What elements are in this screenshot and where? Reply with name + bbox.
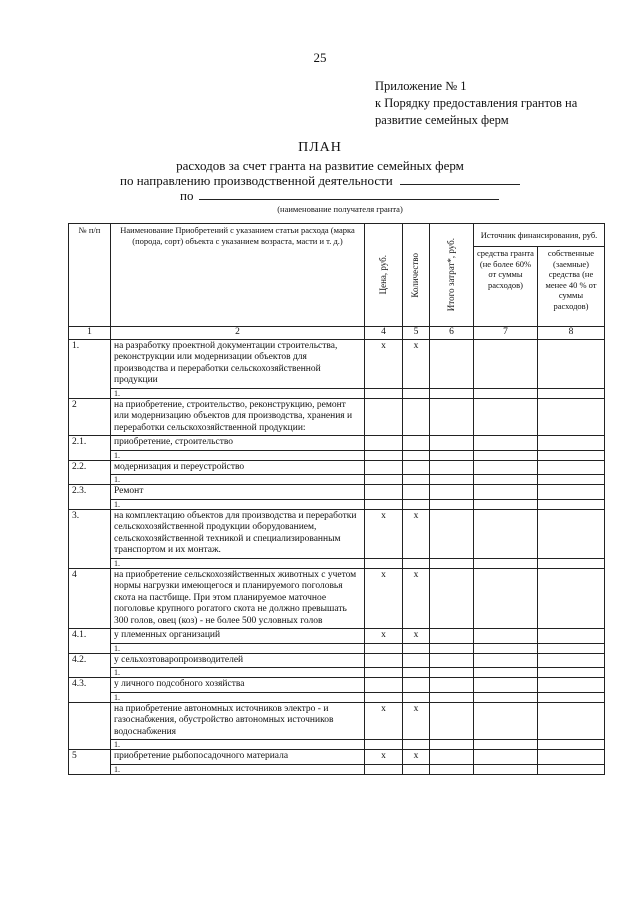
header-price: Цена, руб. [365, 224, 403, 327]
row-qty: х [403, 702, 430, 740]
subrow-cell [403, 643, 430, 653]
row-name: на комплектацию объектов для производства и переработки сельскохозяйственной продукции оборудованием, сельскохозяйственной техникой и специализированным транспортом и их монтаж. [111, 509, 365, 558]
subrow-cell [474, 475, 538, 485]
appendix-line1: Приложение № 1 [375, 79, 467, 93]
row-num: 1. [69, 339, 111, 398]
table-row [69, 653, 605, 668]
subrow-cell [430, 692, 474, 702]
subrow-cell [430, 643, 474, 653]
table-row [69, 750, 605, 765]
col-number: 1 [69, 327, 111, 340]
row-own [538, 509, 605, 558]
subrow-label: 1. [111, 692, 365, 702]
row-own [538, 568, 605, 629]
row-total [430, 702, 474, 740]
subrow-cell [403, 475, 430, 485]
subrow-cell [538, 643, 605, 653]
table-body [69, 339, 605, 774]
header-qty: Количество [403, 224, 430, 327]
appendix-line2: к Порядку предоставления грантов на [375, 96, 578, 110]
table-subrow [69, 692, 605, 702]
row-qty: х [403, 629, 430, 644]
table-subrow [69, 499, 605, 509]
subrow-cell [365, 558, 403, 568]
row-own [538, 678, 605, 693]
row-price [365, 398, 403, 436]
col-number: 6 [430, 327, 474, 340]
row-total [430, 436, 474, 451]
row-grant [474, 436, 538, 451]
subrow-cell [538, 450, 605, 460]
table-subrow [69, 668, 605, 678]
row-price: х [365, 629, 403, 644]
row-total [430, 485, 474, 500]
table-subrow [69, 475, 605, 485]
header-own: собственные (заемные) средства (не менее 40 % от суммы расходов) [538, 247, 605, 327]
subrow-cell [430, 764, 474, 774]
recipient-blank [199, 188, 499, 200]
subrow-cell [403, 558, 430, 568]
table-row [69, 509, 605, 558]
row-own [538, 485, 605, 500]
row-qty: х [403, 509, 430, 558]
row-total [430, 509, 474, 558]
subrow-cell [474, 692, 538, 702]
direction-line [0, 173, 640, 189]
subrow-cell [365, 388, 403, 398]
subrow-cell [430, 558, 474, 568]
appendix-line3: развитие семейных ферм [375, 113, 509, 127]
subrow-cell [365, 668, 403, 678]
table-subrow [69, 764, 605, 774]
direction-label: по направлению производственной деятельности [119, 173, 393, 188]
header-total: Итого затрат*, руб. [430, 224, 474, 327]
header-grant: средства гранта (не более 60% от суммы расходов) [474, 247, 538, 327]
row-own [538, 750, 605, 765]
row-own [538, 629, 605, 644]
document-title: ПЛАН [298, 140, 342, 155]
subrow-cell [365, 499, 403, 509]
subrow-cell [474, 499, 538, 509]
row-price: х [365, 509, 403, 558]
row-total [430, 750, 474, 765]
table-subrow [69, 643, 605, 653]
row-name: на приобретение, строительство, реконструкцию, ремонт или модернизацию объектов для производства, хранения и переработки сельскохозяйственной продукции: [111, 398, 365, 436]
table-row [69, 436, 605, 451]
col-number: 5 [403, 327, 430, 340]
row-price: х [365, 702, 403, 740]
table-row [69, 568, 605, 629]
row-qty: х [403, 568, 430, 629]
subrow-cell [474, 643, 538, 653]
recipient-line [180, 188, 499, 204]
subrow-cell [403, 668, 430, 678]
col-number: 8 [538, 327, 605, 340]
subrow-cell [474, 668, 538, 678]
row-qty [403, 398, 430, 436]
row-grant [474, 653, 538, 668]
row-grant [474, 750, 538, 765]
subrow-cell [403, 499, 430, 509]
subrow-cell [538, 740, 605, 750]
row-qty: х [403, 750, 430, 765]
row-num: 2.2. [69, 460, 111, 485]
recipient-hint: (наименование получателя гранта) [277, 204, 403, 214]
row-qty [403, 460, 430, 475]
col-number: 2 [111, 327, 365, 340]
row-own [538, 339, 605, 388]
table-row [69, 702, 605, 740]
subrow-cell [403, 388, 430, 398]
recipient-label: по [180, 188, 194, 203]
row-num [69, 702, 111, 750]
row-name: приобретение рыбопосадочного материала [111, 750, 365, 765]
subrow-cell [430, 450, 474, 460]
column-number-row [69, 327, 605, 340]
subrow-cell [430, 740, 474, 750]
col-number: 7 [474, 327, 538, 340]
row-name: у личного подсобного хозяйства [111, 678, 365, 693]
table-row [69, 339, 605, 388]
table-row [69, 398, 605, 436]
row-qty [403, 485, 430, 500]
row-name: на разработку проектной документации строительства, реконструкции или модернизации объектов для производства и переработки сельскохозяйственной продукции [111, 339, 365, 388]
subrow-cell [474, 558, 538, 568]
subrow-cell [474, 388, 538, 398]
row-name: на приобретение сельскохозяйственных животных с учетом нормы нагрузки имеющегося и планируемого поголовья скота на пастбище. При этом планируемое маточное поголовье крупного рогатого скота не должно превышать 300 голов, овец (коз) - не более 500 условных голов [111, 568, 365, 629]
table-subrow [69, 450, 605, 460]
document-subtitle: расходов за счет гранта на развитие семейных ферм [176, 158, 464, 173]
subrow-label: 1. [111, 499, 365, 509]
appendix-block [375, 78, 577, 129]
row-name: у сельхозтоваропроизводителей [111, 653, 365, 668]
subrow-cell [365, 764, 403, 774]
subrow-label: 1. [111, 764, 365, 774]
page-number: 25 [313, 50, 327, 65]
table-row [69, 629, 605, 644]
subrow-cell [365, 740, 403, 750]
row-grant [474, 398, 538, 436]
header-name: Наименование Приобретений с указанием статьи расхода (марка (порода, сорт) объекта с указанием возраста, масти и т. д.) [111, 224, 365, 327]
row-grant [474, 509, 538, 558]
row-qty [403, 436, 430, 451]
col-number: 4 [365, 327, 403, 340]
subrow-label: 1. [111, 475, 365, 485]
subrow-cell [538, 558, 605, 568]
row-qty [403, 653, 430, 668]
subrow-cell [538, 388, 605, 398]
row-own [538, 460, 605, 475]
subrow-label: 1. [111, 740, 365, 750]
row-own [538, 398, 605, 436]
row-qty: х [403, 339, 430, 388]
row-total [430, 398, 474, 436]
table-row [69, 460, 605, 475]
subrow-cell [538, 692, 605, 702]
row-total [430, 460, 474, 475]
table-subrow [69, 388, 605, 398]
subrow-cell [365, 475, 403, 485]
subrow-cell [430, 388, 474, 398]
row-num: 2.3. [69, 485, 111, 510]
subrow-label: 1. [111, 450, 365, 460]
row-own [538, 653, 605, 668]
row-grant [474, 568, 538, 629]
subrow-cell [474, 764, 538, 774]
row-num: 3. [69, 509, 111, 568]
table-subrow [69, 740, 605, 750]
subrow-label: 1. [111, 668, 365, 678]
subrow-cell [538, 475, 605, 485]
row-grant [474, 339, 538, 388]
row-grant [474, 460, 538, 475]
table-row [69, 678, 605, 693]
row-total [430, 678, 474, 693]
subrow-cell [365, 692, 403, 702]
subrow-cell [474, 450, 538, 460]
table-header-row [69, 224, 605, 247]
row-price [365, 653, 403, 668]
row-price [365, 460, 403, 475]
row-grant [474, 678, 538, 693]
row-price: х [365, 568, 403, 629]
subrow-cell [430, 499, 474, 509]
subrow-cell [430, 668, 474, 678]
row-grant [474, 485, 538, 500]
table-row [69, 485, 605, 500]
subrow-label: 1. [111, 388, 365, 398]
row-grant [474, 629, 538, 644]
row-name: у племенных организаций [111, 629, 365, 644]
row-price [365, 436, 403, 451]
subrow-cell [430, 475, 474, 485]
row-qty [403, 678, 430, 693]
header-source: Источник финансирования, руб. [474, 224, 605, 247]
row-price [365, 678, 403, 693]
row-num: 2.1. [69, 436, 111, 461]
row-num: 4.1. [69, 629, 111, 654]
subrow-cell [365, 643, 403, 653]
row-name: приобретение, строительство [111, 436, 365, 451]
row-num: 4 [69, 568, 111, 629]
subrow-cell [403, 692, 430, 702]
row-price: х [365, 750, 403, 765]
row-num: 4.3. [69, 678, 111, 703]
row-name: на приобретение автономных источников электро - и газоснабжения, обустройство автономных источников водоснабжения [111, 702, 365, 740]
row-price: х [365, 339, 403, 388]
table-subrow [69, 558, 605, 568]
direction-blank [400, 173, 520, 185]
row-total [430, 629, 474, 644]
subrow-label: 1. [111, 558, 365, 568]
row-grant [474, 702, 538, 740]
subrow-cell [474, 740, 538, 750]
subrow-cell [365, 450, 403, 460]
row-num: 4.2. [69, 653, 111, 678]
row-own [538, 436, 605, 451]
row-name: модернизация и переустройство [111, 460, 365, 475]
subrow-label: 1. [111, 643, 365, 653]
subrow-cell [538, 499, 605, 509]
subrow-cell [538, 764, 605, 774]
row-name: Ремонт [111, 485, 365, 500]
subrow-cell [403, 764, 430, 774]
header-num: № п/п [69, 224, 111, 327]
subrow-cell [403, 740, 430, 750]
row-num: 2 [69, 398, 111, 436]
expense-plan-table [68, 223, 605, 775]
row-price [365, 485, 403, 500]
subrow-cell [538, 668, 605, 678]
row-total [430, 568, 474, 629]
subrow-cell [403, 450, 430, 460]
row-total [430, 653, 474, 668]
row-own [538, 702, 605, 740]
row-total [430, 339, 474, 388]
row-num: 5 [69, 750, 111, 775]
